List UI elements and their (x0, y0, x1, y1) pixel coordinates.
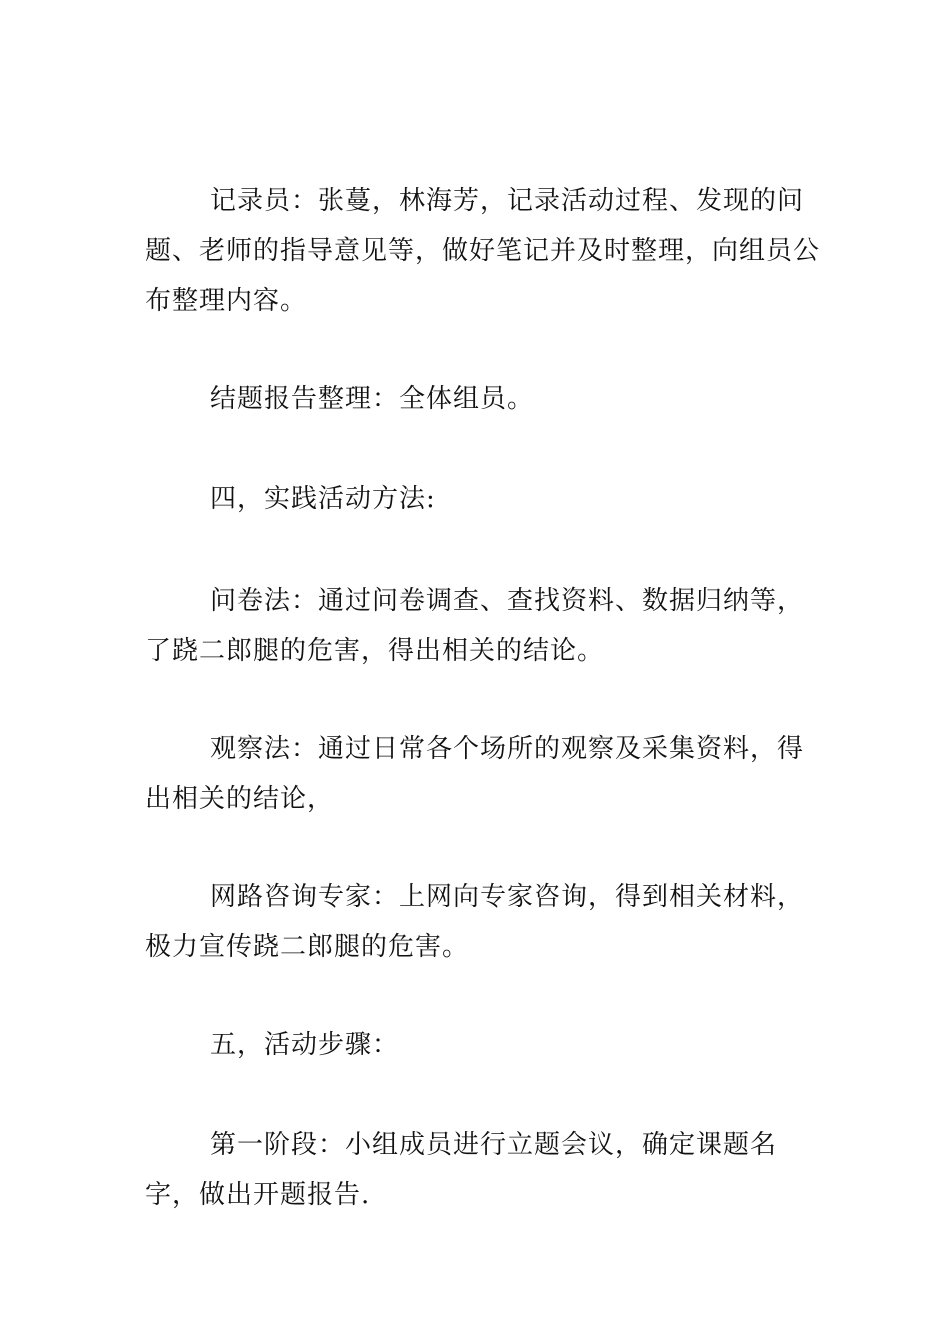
paragraph-questionnaire-method: 问卷法：通过问卷调查、查找资料、数据归纳等，了跷二郎腿的危害，得出相关的结论。 (145, 586, 805, 666)
paragraph-report-organizer: 结题报告整理：全体组员。 (210, 384, 535, 414)
paragraph-stage-one: 第一阶段：小组成员进行立题会议，确定课题名字，做出开题报告. (145, 1130, 778, 1210)
section-heading-steps: 五，活动步骤： (210, 1030, 400, 1060)
paragraph-online-expert-method: 网路咨询专家：上网向专家咨询，得到相关材料，极力宣传跷二郎腿的危害。 (145, 882, 805, 962)
paragraph-observation-method: 观察法：通过日常各个场所的观察及采集资料，得出相关的结论， (145, 734, 805, 814)
section-heading-methods: 四，实践活动方法: (210, 484, 436, 514)
paragraph-recorder-roles: 记录员：张蔓，林海芳，记录活动过程、发现的问题、老师的指导意见等，做好笔记并及时整理，向组员公布整理内容。 (145, 186, 821, 316)
